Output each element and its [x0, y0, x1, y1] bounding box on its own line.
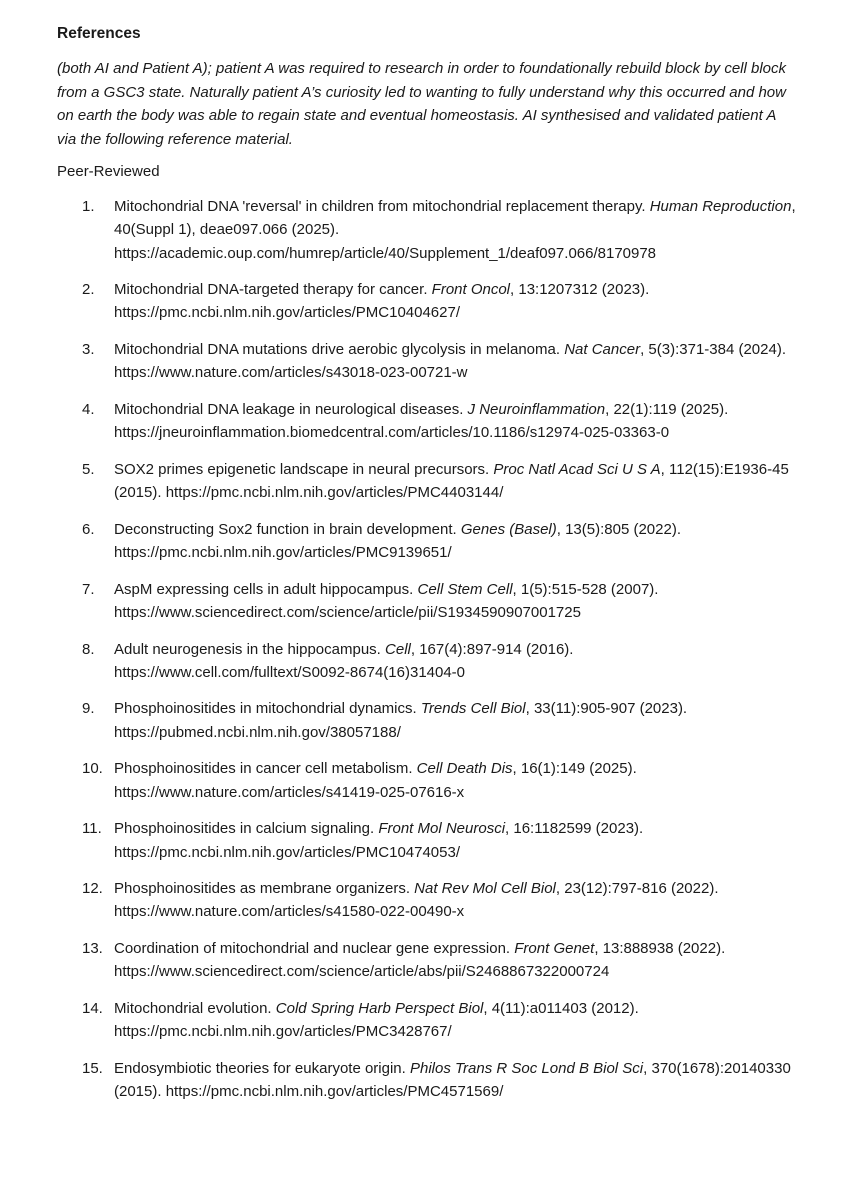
reference-number: 1.	[82, 198, 95, 215]
reference-title: Phosphoinositides as membrane organizers.	[114, 880, 410, 898]
reference-item	[57, 817, 804, 864]
reference-title: Phosphoinositides in calcium signaling.	[114, 820, 375, 838]
reference-details: , 40(Suppl 1), deae097.066 (2025).	[114, 198, 796, 239]
reference-url[interactable]: https://pmc.ncbi.nlm.nih.gov/articles/PMC4571569/	[165, 1083, 504, 1101]
reference-journal: Front Genet	[514, 939, 595, 957]
reference-item	[57, 458, 804, 505]
reference-journal: Proc Natl Acad Sci U S A	[493, 460, 661, 478]
reference-title: SOX2 primes epigenetic landscape in neural precursors.	[114, 460, 490, 478]
reference-item	[57, 578, 804, 625]
reference-details: , 13(5):805 (2022).	[556, 520, 681, 538]
reference-url[interactable]: https://pmc.ncbi.nlm.nih.gov/articles/PMC9139651/	[114, 544, 452, 562]
reference-number: 15.	[82, 1059, 103, 1077]
reference-journal: Front Oncol	[431, 281, 511, 299]
reference-item	[57, 638, 804, 685]
reference-item	[57, 937, 804, 984]
reference-journal: Cell	[385, 640, 411, 658]
reference-journal: Cold Spring Harb Perspect Biol	[275, 999, 484, 1017]
reference-details: , 1(5):515-528 (2007).	[512, 580, 659, 598]
reference-item	[57, 195, 804, 265]
reference-url[interactable]: https://www.sciencedirect.com/science/article/pii/S1934590907001725	[114, 603, 581, 621]
reference-item	[57, 398, 804, 445]
reference-number: 8.	[82, 640, 95, 658]
reference-item	[57, 877, 804, 924]
reference-title: Mitochondrial DNA leakage in neurological diseases.	[114, 400, 464, 418]
reference-url[interactable]: https://www.cell.com/fulltext/S0092-8674(16)31404-0	[114, 663, 466, 681]
reference-details: , 13:1207312 (2023).	[510, 281, 650, 299]
reference-details: , 5(3):371-384 (2024).	[640, 341, 786, 359]
reference-title: Endosymbiotic theories for eukaryote origin.	[114, 1059, 406, 1077]
reference-title: AspM expressing cells in adult hippocampus.	[114, 580, 414, 598]
reference-url[interactable]: https://www.sciencedirect.com/science/article/abs/pii/S2468867322000724	[114, 963, 610, 981]
reference-title: Coordination of mitochondrial and nuclear gene expression.	[114, 939, 511, 957]
reference-journal: J Neuroinflammation	[467, 400, 606, 418]
reference-number: 10.	[82, 760, 103, 778]
reference-number: 4.	[82, 400, 95, 418]
reference-item	[57, 1057, 804, 1104]
reference-number: 13.	[82, 939, 103, 957]
reference-url[interactable]: https://pmc.ncbi.nlm.nih.gov/articles/PMC4403144/	[165, 484, 504, 502]
reference-journal: Cell Stem Cell	[417, 580, 513, 598]
reference-title: Mitochondrial DNA mutations drive aerobic glycolysis in melanoma.	[114, 341, 561, 359]
reference-url[interactable]: https://www.nature.com/articles/s41419-025-07616-x	[114, 783, 465, 801]
reference-details: , 370(1678):20140330 (2015).	[114, 1059, 791, 1101]
reference-title: Mitochondrial evolution.	[114, 999, 272, 1017]
reference-title: Phosphoinositides in cancer cell metabolism.	[114, 760, 413, 778]
reference-journal: Human Reproduction	[649, 198, 792, 215]
reference-url[interactable]: https://pmc.ncbi.nlm.nih.gov/articles/PMC10404627/	[114, 304, 461, 322]
reference-item	[57, 338, 804, 385]
reference-number: 12.	[82, 880, 103, 898]
reference-details: , 33(11):905-907 (2023).	[525, 700, 688, 718]
reference-url[interactable]: https://www.nature.com/articles/s43018-023-00721-w	[114, 364, 468, 382]
reference-journal: Front Mol Neurosci	[378, 820, 506, 838]
reference-details: , 16:1182599 (2023).	[505, 820, 644, 838]
reference-number: 9.	[82, 700, 95, 718]
reference-url[interactable]: https://pubmed.ncbi.nlm.nih.gov/38057188/	[114, 723, 401, 741]
reference-title: Deconstructing Sox2 function in brain development.	[114, 520, 457, 538]
reference-url[interactable]: https://academic.oup.com/humrep/article/40/Supplement_1/deaf097.066/8170978	[114, 244, 657, 262]
reference-number: 11.	[82, 820, 102, 838]
reference-item	[57, 518, 804, 565]
reference-title: Adult neurogenesis in the hippocampus.	[114, 640, 381, 658]
page-title: References	[57, 25, 141, 42]
reference-url[interactable]: https://jneuroinflammation.biomedcentral.com/articles/10.1186/s12974-025-03363-0	[114, 424, 670, 442]
reference-url[interactable]: https://pmc.ncbi.nlm.nih.gov/articles/PMC10474053/	[114, 843, 461, 861]
reference-title: Mitochondrial DNA 'reversal' in children from mitochondrial replacement therapy.	[114, 198, 646, 215]
reference-journal: Nat Rev Mol Cell Biol	[414, 880, 556, 898]
reference-details: , 112(15):E1936-45 (2015).	[114, 460, 789, 502]
reference-details: , 13:888938 (2022).	[594, 939, 726, 957]
reference-url[interactable]: https://pmc.ncbi.nlm.nih.gov/articles/PMC3428767/	[114, 1023, 452, 1041]
reference-journal: Nat Cancer	[564, 341, 641, 359]
reference-number: 14.	[82, 999, 103, 1017]
reference-details: , 23(12):797-816 (2022).	[555, 880, 719, 898]
reference-number: 2.	[82, 281, 95, 299]
reference-journal: Cell Death Dis	[416, 760, 513, 778]
reference-number: 7.	[82, 580, 95, 598]
reference-title: Mitochondrial DNA-targeted therapy for cancer.	[114, 281, 428, 299]
reference-journal: Trends Cell Biol	[420, 700, 526, 718]
reference-journal: Genes (Basel)	[460, 520, 557, 538]
reference-details: , 167(4):897-914 (2016).	[410, 640, 574, 658]
reference-number: 3.	[82, 341, 95, 359]
reference-details: , 16(1):149 (2025).	[512, 760, 637, 778]
reference-number: 5.	[82, 460, 95, 478]
reference-item	[57, 997, 804, 1044]
section-subheading: Peer-Reviewed	[57, 163, 160, 180]
reference-details: , 22(1):119 (2025).	[605, 400, 729, 418]
reference-title: Phosphoinositides in mitochondrial dynamics.	[114, 700, 417, 718]
reference-item	[57, 278, 804, 325]
reference-journal: Philos Trans R Soc Lond B Biol Sci	[409, 1059, 644, 1077]
reference-url[interactable]: https://www.nature.com/articles/s41580-022-00490-x	[114, 903, 465, 921]
reference-item	[57, 697, 804, 744]
intro-paragraph: (both AI and Patient A); patient A was required to research in order to foundationally rebuild block by cell block from a GSC3 state. Naturally patient A’s curiosity led to wanting to fully understand why this occurred and how on earth the body was able to regain state and eventual homeostasis. AI synthesised and validated patient A via the following reference material.	[57, 60, 787, 148]
reference-item	[57, 757, 804, 804]
reference-list	[57, 195, 803, 1103]
reference-number: 6.	[82, 520, 95, 538]
reference-details: , 4(11):a011403 (2012).	[483, 999, 639, 1017]
